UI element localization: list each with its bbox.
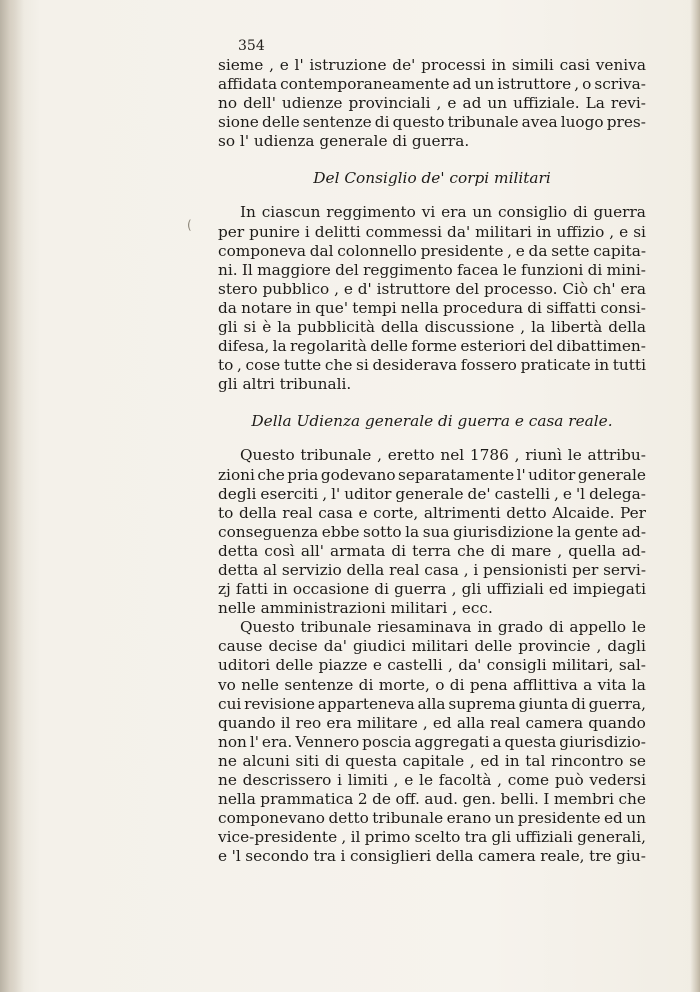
page-edge [690,0,700,992]
text-line: e 'l secondo tra i consiglieri della camera reale, tre giu- [218,847,646,866]
paragraph-2 [218,203,646,394]
text-line: non l' era. Vennero poscia aggregati a questa giurisdizio- [218,732,646,751]
text-line: Questo tribunale riesaminava in grado di appello le [240,618,646,637]
text-line: componeva dal colonnello presidente , e da sette capita- [218,241,646,260]
text-line: sieme , e l' istruzione de' processi in simili casi veniva [218,56,646,74]
text-line: In ciascun reggimento vi era un consiglio di guerra [240,203,646,222]
text-line: quando il reo era militare , ed alla real camera quando [218,713,646,732]
text-line: per punire i delitti commessi da' militari in uffizio , e si [218,222,646,241]
text-line: uditori delle piazze e castelli , da' consigli militari, sal- [218,656,646,675]
text-line: vo nelle sentenze di morte, o di pena afflittiva a vita la [218,675,646,694]
text-line: to della real casa e corte, altrimenti detto Alcaide. Per [218,503,646,522]
page-number: 354 [238,38,265,54]
text-line: detta al servizio della real casa , i pensionisti per servi- [218,560,646,579]
text-line: cause decise da' giudici militari delle provincie , dagli [218,637,646,656]
text-line: no dell' udienze provinciali , e ad un uffiziale. La revi- [218,94,646,113]
text-line: Questo tribunale , eretto nel 1786 , riunì le attribu- [240,446,646,465]
text-line: zj fatti in occasione di guerra , gli uffiziali ed impiegati [218,580,646,599]
section-heading: Della Udienza generale di guerra e casa reale. [251,412,613,431]
text-line: sione delle sentenze di questo tribunale avea luogo pres- [218,113,646,132]
text-line: to , cose tutte che si desiderava fossero praticate in tutti [218,356,646,375]
text-line: ne descrissero i limiti , e le facoltà , come può vedersi [218,771,646,789]
text-line: vice-presidente , il primo scelto tra gli uffiziali generali, [218,828,646,847]
text-line: detta così all' armata di terra che di mare , quella ad- [218,541,646,560]
text-line: nella prammatica 2 de off. aud. gen. belli. I membri che [218,790,646,809]
gutter-shadow [0,0,24,992]
text-line: nelle amministrazioni militari , ecc. [218,599,493,618]
text-line: affidata contemporaneamente ad un istruttore , o scriva- [218,75,646,94]
text-line: gli si è la pubblicità della discussione , la libertà della [218,318,646,337]
text-line: cui revisione apparteneva alla suprema giunta di guerra, [218,694,646,713]
margin-mark: ( [187,218,192,232]
section-heading: Del Consiglio de' corpi militari [313,169,551,188]
text-line: zioni che pria godevano separatamente l' uditor generale [218,465,646,484]
text-line: ni. Il maggiore del reggimento facea le funzioni di mini- [218,260,646,279]
text-line: stero pubblico , e d' istruttore del processo. Ciò ch' era [218,279,646,298]
text-line: so l' udienza generale di guerra. [218,132,470,151]
text-line: conseguenza ebbe sotto la sua giurisdizione la gente ad- [218,522,646,541]
paragraph-3 [218,446,646,618]
text-line: ne alcuni siti di questa capitale , ed in tal rincontro se [218,751,646,770]
text-line: gli altri tribunali. [218,375,352,394]
text-body [218,38,646,866]
text-line: da notare in que' tempi nella procedura di siffatti consi- [218,298,646,317]
text-line: degli eserciti , l' uditor generale de' castelli , e 'l delega- [218,484,646,503]
text-line: componevano detto tribunale erano un presidente ed un [218,809,646,828]
paragraph-4 [218,618,646,866]
text-line: difesa, la regolarità delle forme esteriori del dibattimen- [218,337,646,356]
paragraph-1 [218,56,646,151]
